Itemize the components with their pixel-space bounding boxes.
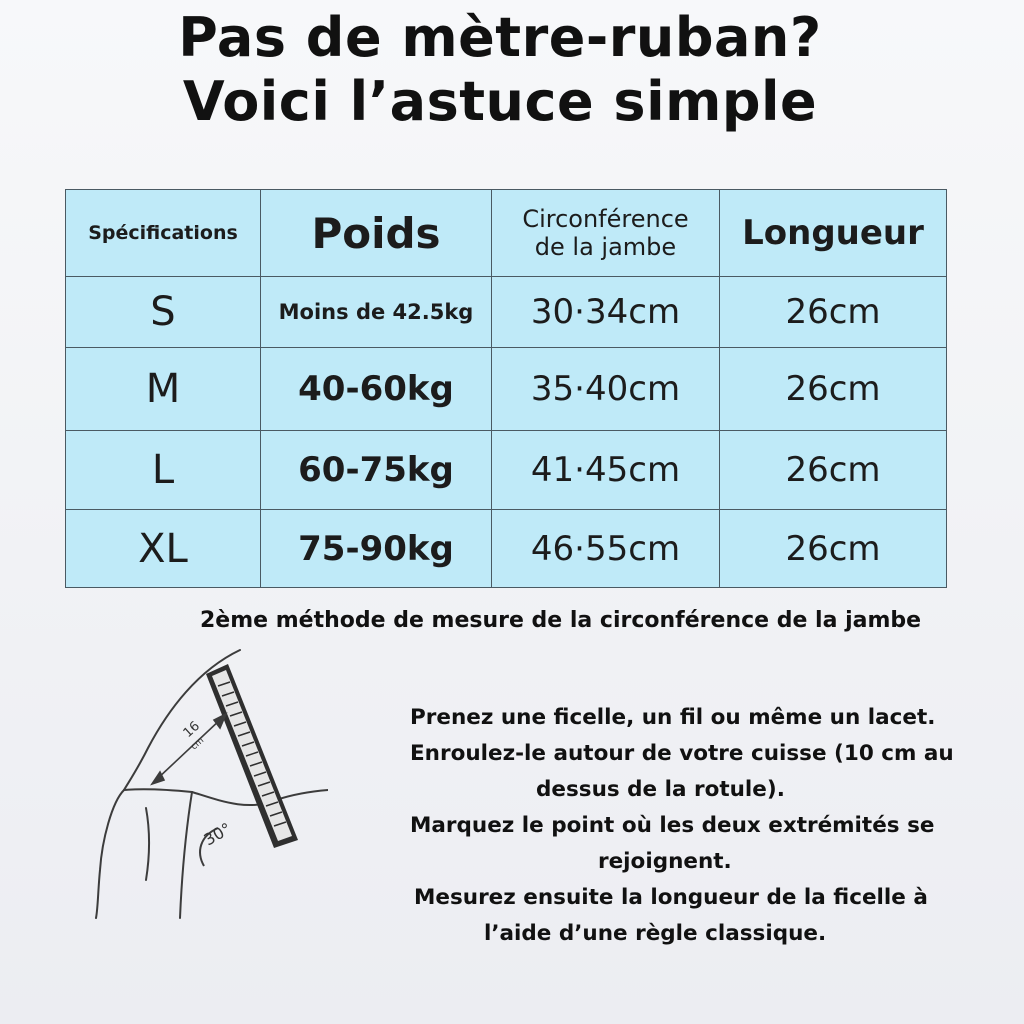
instruction-line: Prenez une ficelle, un fil ou même un lacet. — [410, 705, 936, 730]
size-cell: XL — [66, 510, 261, 588]
measure-unit: cm — [189, 735, 207, 753]
size-cell: M — [66, 348, 261, 431]
circ-cell: 46·55cm — [492, 510, 720, 588]
title-line-1: Pas de mètre-ruban? — [178, 6, 822, 69]
measure-band — [206, 664, 298, 848]
size-table — [65, 189, 947, 588]
length-cell: 26cm — [720, 277, 947, 348]
weight-cell: 75-90kg — [261, 510, 492, 588]
knee-crease — [146, 808, 149, 880]
header-spec: Spécifications — [66, 190, 261, 277]
table-row — [66, 431, 947, 510]
length-cell: 26cm — [720, 348, 947, 431]
header-poids: Poids — [261, 190, 492, 277]
size-cell: S — [66, 277, 261, 348]
weight-cell: 40-60kg — [261, 348, 492, 431]
table-header-row — [66, 190, 947, 277]
table-row — [66, 348, 947, 431]
weight-cell: 60-75kg — [261, 431, 492, 510]
instruction-line: l’aide d’une règle classique. — [484, 921, 827, 946]
instruction-line: Mesurez ensuite la longueur de la ficelle à — [414, 885, 928, 910]
header-circonference — [492, 190, 720, 277]
calf-outline — [124, 789, 192, 792]
table-row — [66, 510, 947, 588]
method-title: 2ème méthode de mesure de la circonférence de la jambe — [200, 608, 922, 633]
header-circ-line-2: de la jambe — [534, 233, 677, 261]
title-line-2: Voici l’astuce simple — [182, 70, 818, 133]
instruction-line: rejoignent. — [598, 849, 732, 874]
header-longueur: Longueur — [720, 190, 947, 277]
circ-cell: 30·34cm — [492, 277, 720, 348]
length-cell: 26cm — [720, 431, 947, 510]
leg-measurement-illustration — [88, 640, 328, 930]
shin-outline — [180, 792, 192, 918]
instruction-line: dessus de la rotule). — [536, 777, 785, 802]
page-title — [0, 6, 1000, 134]
angle-label: 30° — [200, 818, 235, 850]
instructions — [388, 700, 1024, 952]
measure-label: 16 — [180, 718, 203, 741]
knee-outline — [96, 790, 124, 918]
length-cell: 26cm — [720, 510, 947, 588]
circ-cell: 35·40cm — [492, 348, 720, 431]
instruction-line: Marquez le point où les deux extrémités se — [410, 813, 935, 838]
circ-cell: 41·45cm — [492, 431, 720, 510]
table-row — [66, 277, 947, 348]
size-cell: L — [66, 431, 261, 510]
instruction-line: Enroulez-le autour de votre cuisse (10 cm au — [410, 741, 954, 766]
weight-cell: Moins de 42.5kg — [261, 277, 492, 348]
header-circ-line-1: Circonférence — [522, 205, 689, 233]
